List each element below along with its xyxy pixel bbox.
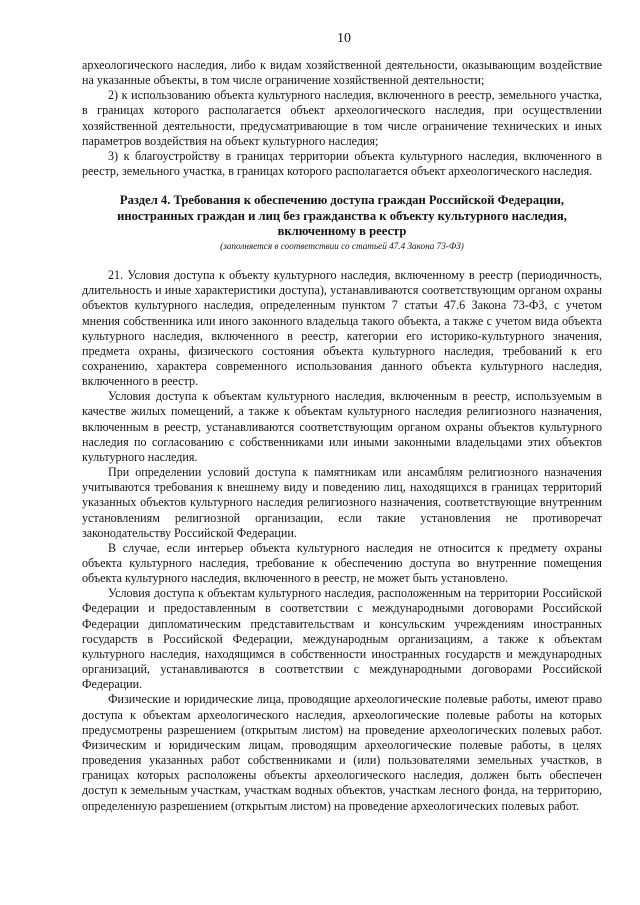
section-title: Раздел 4. Требования к обеспечению доступа граждан Российской Федерации, иностранных граждан и лиц без гражданства к объекту культурного наследия, включенному в реестр — [117, 193, 567, 239]
body-paragraph-1: 21. Условия доступа к объекту культурного наследия, включенному в реестр (периодичность, длительность и иные характеристики доступа), устанавливаются соответствующим органом охраны объектов культурного наследия, определенным пунктом 7 статьи 47.6 Закона 73-ФЗ, с учетом мнения собственника или иного законного владельца такого объекта, а также с учетом вида объекта культурного наследия, включенного в реестр, категории его историко-культурного значения, предмета охраны, физического состояния объекта культурного наследия, требований к его сохранению, характера современного использования данного объекта культурного наследия, включенного в реестр. — [82, 268, 602, 389]
body-paragraph-2: Условия доступа к объектам культурного наследия, включенным в реестр, используемым в качестве жилых помещений, а также к объектам культурного наследия религиозного назначения, включенным в реестр, устанавливаются соответствующим органом охраны объектов культурного наследия по согласованию с собственниками или иными законными владельцами этих объектов культурного наследия. — [82, 389, 602, 464]
body-paragraph-5: Условия доступа к объектам культурного наследия, расположенным на территории Российской Федерации и предоставленным в соответствии с международными договорами Российской Федерации дипломатическим представительствам и консульским учреждениям иностранных государств в Российской Федерации, международным организациям, а также к объектам культурного наследия, находящимся в собственности иностранных государств и международных организаций, устанавливаются в соответствии с международными договорами Российской Федерации. — [82, 586, 602, 692]
body-paragraph-6: Физические и юридические лица, проводящие археологические полевые работы, имеют право доступа к объектам археологического наследия, археологические полевые работы на которых предусмотрены разрешением (открытым листом) на проведение археологических полевых работ. Физическим и юридическим лицам, проводящим археологические полевые работы, в целях проведения указанных работ собственниками и (или) пользователями земельных участков, в границах которых расположены объекты археологического наследия, должен быть обеспечен доступ к земельным участкам, участкам водных объектов, участкам лесного фонда, на территорию, определенную разрешением (открытым листом) на проведение археологических полевых работ. — [82, 692, 602, 813]
page-number: 10 — [337, 31, 351, 46]
body-paragraph-3: При определении условий доступа к памятникам или ансамблям религиозного назначения учитываются требования к внешнему виду и поведению лиц, находящихся в границах территорий указанных объектов культурного наследия религиозного назначения, соответствующие внутренним установлениям религиозной организации, если такие установления не противоречат законодательству Российской Федерации. — [82, 465, 602, 540]
body-paragraph-4: В случае, если интерьер объекта культурного наследия не относится к предмету охраны объекта культурного наследия, требование к обеспечению доступа во внутренние помещения объекта культурного наследия, включенного в реестр, не может быть установлено. — [82, 540, 602, 586]
intro-paragraph-2: 2) к использованию объекта культурного наследия, включенного в реестр, земельного участка, в границах которого располагается объект археологического наследия, при осуществлении хозяйственной деятельности, предусматривающие в том числе ограничение технических и иных параметров воздействия на объект культурного наследия; — [82, 88, 602, 148]
section-note: (заполняется в соответствии со статьей 47.4 Закона 73-ФЗ) — [220, 241, 464, 252]
intro-paragraph-3: 3) к благоустройству в границах территории объекта культурного наследия, включенного в реестр, земельного участка, в границах которого располагается объект археологического наследия. — [82, 148, 602, 179]
intro-paragraph-1: археологического наследия, либо к видам хозяйственной деятельности, оказывающим воздействие на указанные объекты, в том числе ограничение хозяйственной деятельности; — [82, 58, 602, 88]
